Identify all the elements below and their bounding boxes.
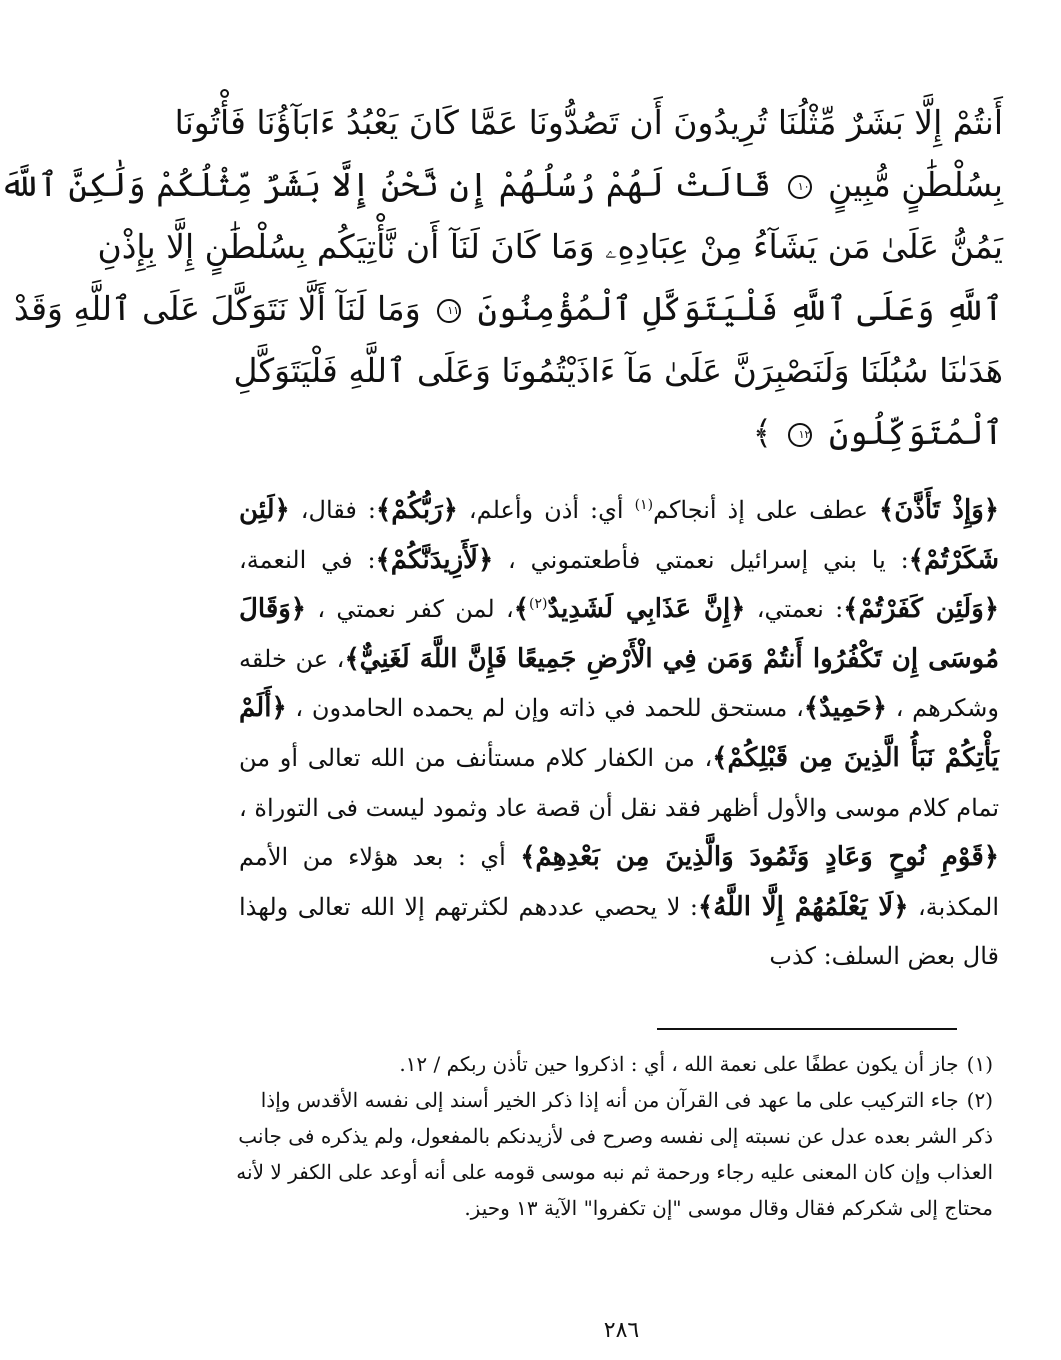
footnotes — [228, 1046, 993, 1226]
quran-quote: ﴿لَأَزِيدَنَّكُمْ﴾ — [375, 544, 494, 575]
quran-quote: ﴿إِنَّ عَذَابِي لَشَدِيدٌ — [547, 594, 746, 625]
page-number: ٢٨٦ — [603, 1318, 640, 1343]
commentary-text: : نعمتي، — [745, 595, 844, 624]
ayah-number-marker: ١٠ — [788, 175, 812, 199]
quran-verses — [0, 92, 1003, 464]
quran-quote: ﴿حَمِيدٌ﴾ — [803, 693, 887, 724]
commentary-text: ، عن خلقه وشكرهم ، — [239, 644, 999, 723]
quran-quote: ﴾ — [513, 594, 529, 625]
quran-text: ٱللَّهِ وَعَلَى ٱللَّهِ فَلْيَتَوَكَّلِ ٱلْمُؤْمِنُونَ — [477, 289, 1003, 328]
closing-bracket: ﴾ — [752, 413, 772, 452]
quran-text: بِسُلْطَٰنٍ مُّبِينٍ — [828, 165, 1003, 204]
commentary-text: : في النعمة، — [239, 545, 376, 574]
commentary-text: ، مستحق للحمد في ذاته وإن لم يحمده الحامدون ، — [286, 694, 804, 723]
quran-line: يَمُنُّ عَلَىٰ مَن يَشَآءُ مِنْ عِبَادِهِۦ وَمَا كَانَ لَنَآ أَن نَّأْتِيَكُم بِسُلْطَٰنٍ إِلَّا بِإِذْنِ — [97, 227, 1003, 266]
footnote-reference: (٢) — [528, 596, 548, 613]
quran-text: وَمَا لَنَآ أَلَّا نَتَوَكَّلَ عَلَى ٱللَّهِ وَقَدْ — [13, 289, 421, 328]
quran-quote: ﴿وَإِذْ تَأَذَّنَ﴾ — [878, 495, 1000, 525]
footnote-text: جاز أن يكون عطفًا على نعمة الله ، أي : اذكروا حين تأذن ربكم / ١٢. — [399, 1052, 959, 1076]
quran-quote: ﴿أَلَمْ يَأْتِكُمْ نَبَأُ الَّذِينَ مِن قَبْلِكُمْ﴾ — [239, 693, 999, 773]
quran-line — [13, 278, 1003, 340]
quran-line: أَنتُمْ إِلَّا بَشَرٌ مِّثْلُنَا تُرِيدُونَ أَن تَصُدُّونَا عَمَّا كَانَ يَعْبُدُ ءَابَآؤُنَا فَأْتُونَا — [174, 103, 1003, 142]
commentary-text: أي: أذن وأعلم، — [457, 496, 635, 524]
commentary-text: : لا يحصي عددهم لكثرتهم إلا الله تعالى ولهذا قال بعض السلف: كذب — [239, 892, 999, 971]
quran-line — [0, 154, 1003, 216]
quran-quote: ﴿قَوْمِ نُوحٍ وَعَادٍ وَثَمُودَ وَالَّذِينَ مِن بَعْدِهِمْ﴾ — [520, 842, 999, 873]
commentary-text: ، لمن كفر نعمتي ، — [306, 595, 514, 624]
tafsir-commentary — [239, 486, 999, 982]
footnote-item — [228, 1082, 993, 1226]
ayah-number-marker: ١١ — [437, 299, 461, 323]
quran-quote: ﴿رَبُّكُمْ﴾ — [375, 495, 458, 525]
commentary-text: ، من الكفار كلام مستأنف من الله تعالى أو من تمام كلام موسى والأول أظهر فقد نقل أن قصة عاد وثمود ليست فى التوراة ، — [239, 743, 999, 822]
footnote-reference: (١) — [634, 497, 654, 513]
commentary-text: أي : بعد هؤلاء من الأمم المكذبة، — [239, 843, 999, 921]
quran-quote: ﴿وَلَئِن كَفَرْتُمْ﴾ — [843, 594, 1000, 625]
commentary-text: عطف على إذ أنجاكم — [653, 496, 879, 524]
footnote-item — [228, 1046, 993, 1082]
footnote-text: جاء التركيب على ما عهد فى القرآن من أنه إذا ذكر الخير أسند إلى نفسه الأقدس وإذا ذكر الشر بعده عدل عن نسبته إلى نفسه وصرح فى لأزيدنكم بالمفعول، ولم يذكره فى جانب العذاب وإن كان المعنى عليه رجاء ورحمة ثم نبه موسى قومه على أنه أوعد على الكفر لا لأنه محتاج إلى شكركم فقال وقال موسى "إن تكفروا" الآية ١٣ وحيز. — [236, 1088, 993, 1220]
footnote-divider — [657, 1028, 957, 1030]
footnote-number: (١) — [966, 1052, 993, 1076]
quran-line — [233, 402, 1003, 464]
quran-quote: ﴿وَقَالَ مُوسَى إِن تَكْفُرُوا أَنتُمْ وَمَن فِي الْأَرْضِ جَمِيعًا فَإِنَّ اللَّهَ لَغَنِيٌّ﴾ — [239, 594, 999, 674]
footnote-number: (٢) — [966, 1088, 993, 1112]
quran-quote: ﴿لَئِن شَكَرْتُمْ﴾ — [239, 495, 1000, 575]
quran-quote: ﴿لَا يَعْلَمُهُمْ إِلَّا اللَّهُ﴾ — [698, 891, 909, 922]
commentary-text: : فقال، — [289, 496, 376, 524]
commentary-text: : يا بني إسرائيل نعمتي فأطعتموني ، — [493, 545, 909, 574]
quran-line: هَدَىٰنَا سُبُلَنَا وَلَنَصْبِرَنَّ عَلَىٰ مَآ ءَاذَيْتُمُونَا وَعَلَى ٱللَّهِ فَلْيَتَوَكَّلِ — [233, 351, 1003, 390]
quran-text: ٱلْمُتَوَكِّلُونَ — [828, 413, 1003, 452]
quran-text: قَالَتْ لَهُمْ رُسُلُهُمْ إِن نَّحْنُ إِلَّا بَشَرٌ مِّثْلُكُمْ وَلَٰكِنَّ ٱللَّهَ — [0, 165, 772, 204]
ayah-number-marker: ١٢ — [788, 423, 812, 447]
